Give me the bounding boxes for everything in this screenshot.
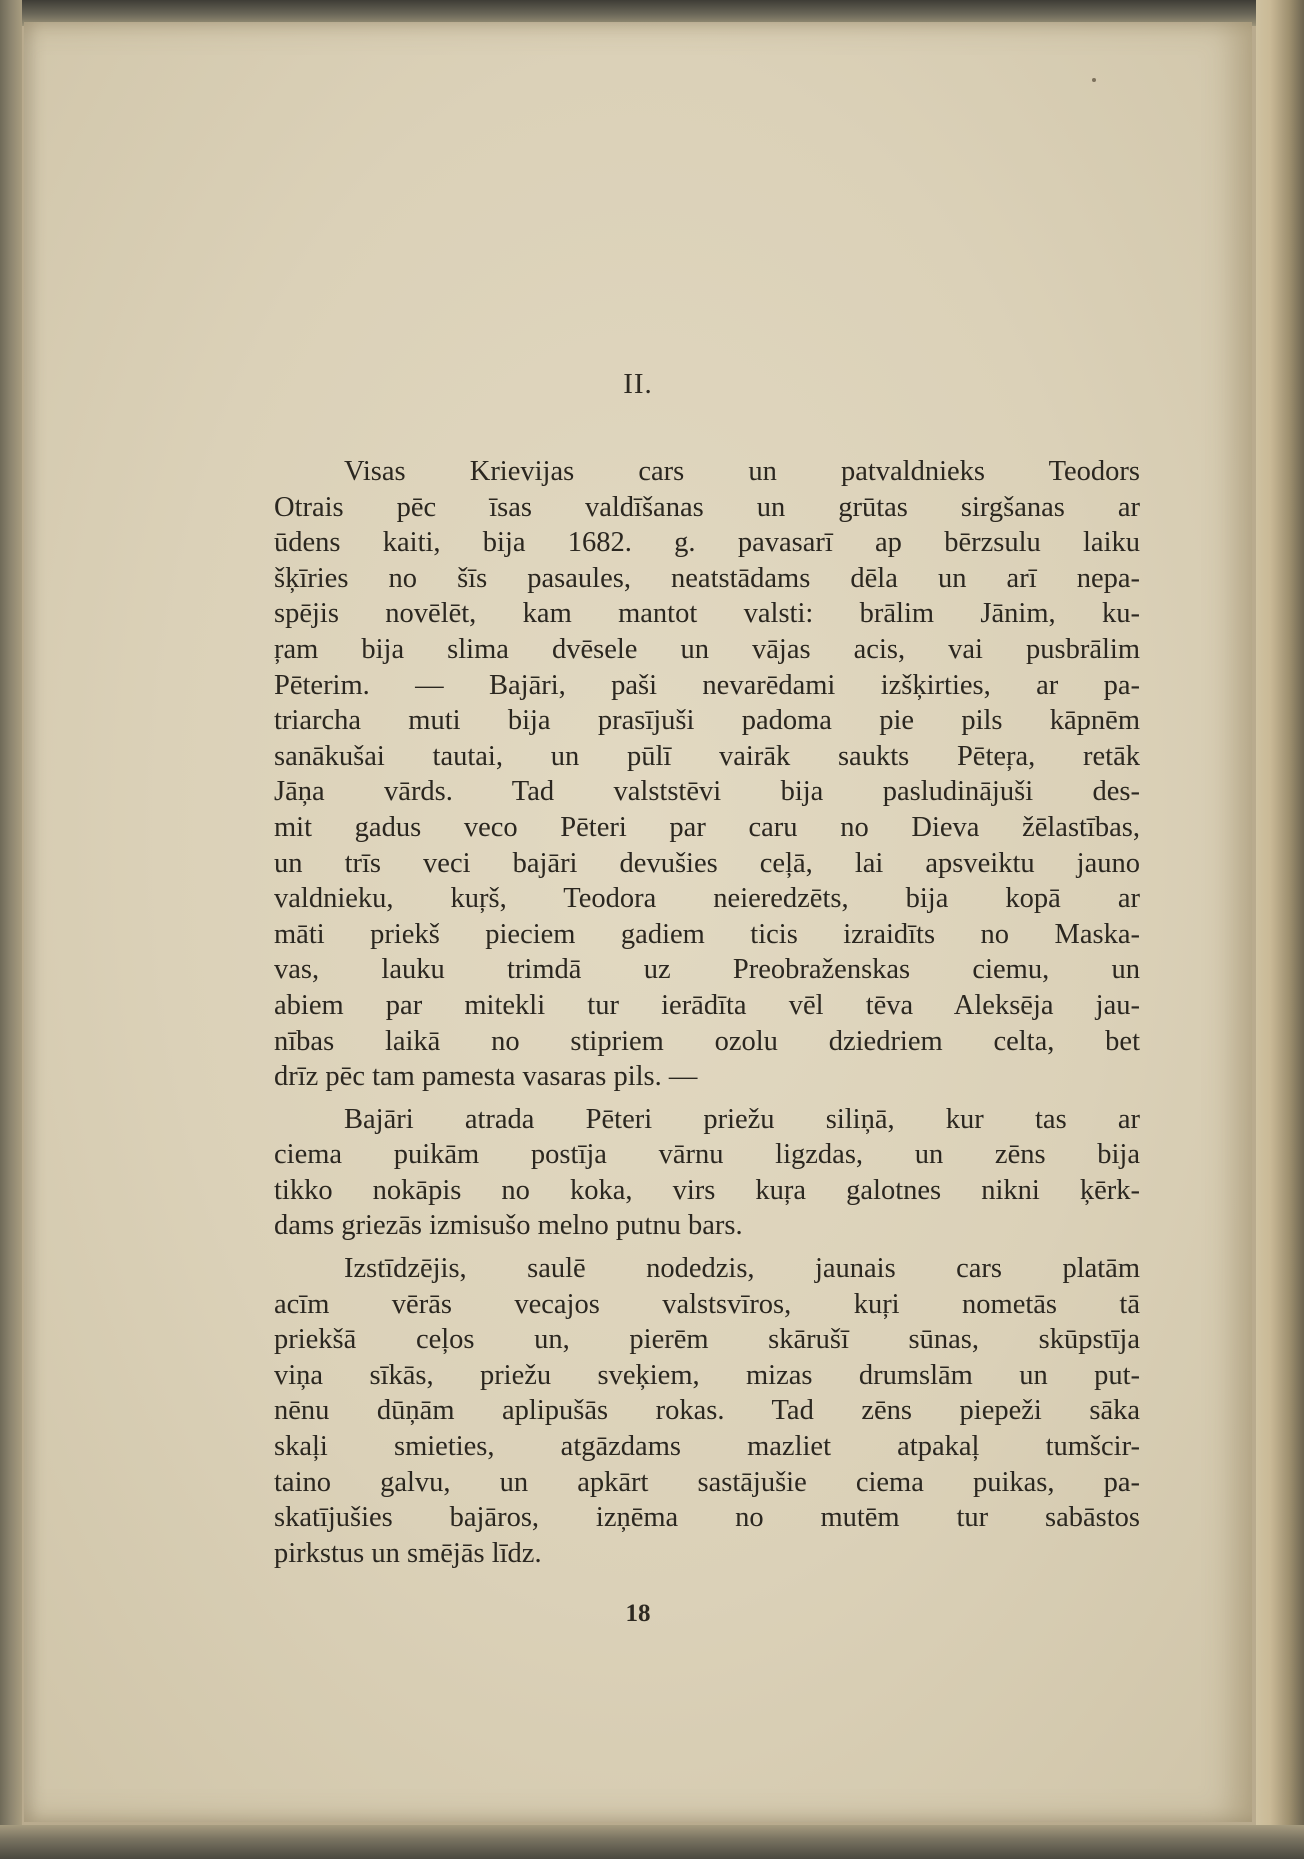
text-line: Izstīdzējis, saulē nodedzis, jaunais cars platām: [344, 1253, 1140, 1285]
book-bottom-edge: [0, 1825, 1304, 1859]
text-line: skaļi smieties, atgāzdams mazliet atpakaļ tumšcir-: [274, 1431, 1140, 1463]
text-line: Visas Krievijas cars un patvaldnieks Teodors: [344, 456, 1140, 487]
book-spine-edge: [0, 0, 22, 1859]
page-number: 18: [625, 1600, 651, 1627]
text-line: sanākušai tautai, un pūlī vairāk saukts Pēteŗa, retāk: [274, 740, 1140, 772]
text-line: un trīs veci bajāri devušies ceļā, lai apsveiktu jauno: [274, 847, 1140, 879]
text-line: šķīries no šīs pasaules, neatstādams dēla un arī nepa-: [274, 562, 1140, 594]
body-text: [274, 454, 1140, 1571]
text-line: Pēterim. — Bajāri, paši nevarēdami izšķirties, ar pa-: [274, 669, 1140, 701]
text-line: Otrais pēc īsas valdīšanas un grūtas sirgšanas ar: [274, 491, 1140, 523]
text-line: ciema puikām postīja vārnu ligzdas, un zēns bija: [274, 1139, 1140, 1171]
text-line: Jāņa vārds. Tad valststēvi bija pasludinājuši des-: [274, 776, 1140, 808]
chapter-heading: II.: [623, 368, 653, 400]
book-page: [24, 22, 1252, 1822]
text-line: valdnieku, kuŗš, Teodora neieredzēts, bija kopā ar: [274, 883, 1140, 915]
text-line: nēnu dūņām aplipušās rokas. Tad zēns piepeži sāka: [274, 1395, 1140, 1427]
text-line: tikko nokāpis no koka, virs kuŗa galotnes nikni ķērk-: [274, 1174, 1140, 1206]
text-line: taino galvu, un apkārt sastājušie ciema puikas, pa-: [274, 1466, 1140, 1498]
text-line: priekšā ceļos un, pierēm skārušī sūnas, skūpstīja: [274, 1324, 1140, 1356]
text-line: ŗam bija slima dvēsele un vājas acis, vai pusbrālim: [274, 633, 1140, 665]
paper-speck: [1092, 78, 1096, 82]
text-line: triarcha muti bija prasījuši padoma pie pils kāpnēm: [274, 705, 1140, 737]
text-line: ūdens kaiti, bija 1682. g. pavasarī ap bērzsulu laiku: [274, 527, 1140, 559]
text-line: vas, lauku trimdā uz Preobraženskas ciemu, un: [274, 954, 1140, 986]
paragraph: [274, 454, 1140, 1095]
paragraph-gap: [274, 1095, 1140, 1102]
text-line: māti priekš pieciem gadiem ticis izraidīts no Maska-: [274, 918, 1140, 950]
text-line: Bajāri atrada Pēteri priežu siliņā, kur tas ar: [344, 1103, 1140, 1135]
page-stack-edge: [1256, 0, 1304, 1859]
text-line: dams griezās izmisušo melno putnu bars.: [274, 1210, 743, 1242]
paragraph: [274, 1251, 1140, 1571]
text-line: drīz pēc tam pamesta vasaras pils. —: [274, 1061, 698, 1093]
text-line: acīm vērās vecajos valstsvīros, kuŗi nometās tā: [274, 1288, 1140, 1320]
paragraph-gap: [274, 1244, 1140, 1251]
text-line: nības laikā no stipriem ozolu dziedriem celta, bet: [274, 1025, 1140, 1057]
text-line: abiem par mitekli tur ierādīta vēl tēva Aleksēja jau-: [274, 989, 1140, 1021]
text-line: skatījušies bajāros, izņēma no mutēm tur sabāstos: [274, 1502, 1140, 1534]
paragraph: [274, 1102, 1140, 1244]
text-line: viņa sīkās, priežu sveķiem, mizas drumslām un put-: [274, 1359, 1140, 1391]
text-line: mit gadus veco Pēteri par caru no Dieva žēlastības,: [274, 811, 1140, 843]
text-line: pirkstus un smējās līdz.: [274, 1537, 542, 1569]
text-line: spējis novēlēt, kam mantot valsti: brālim Jānim, ku-: [274, 598, 1140, 630]
